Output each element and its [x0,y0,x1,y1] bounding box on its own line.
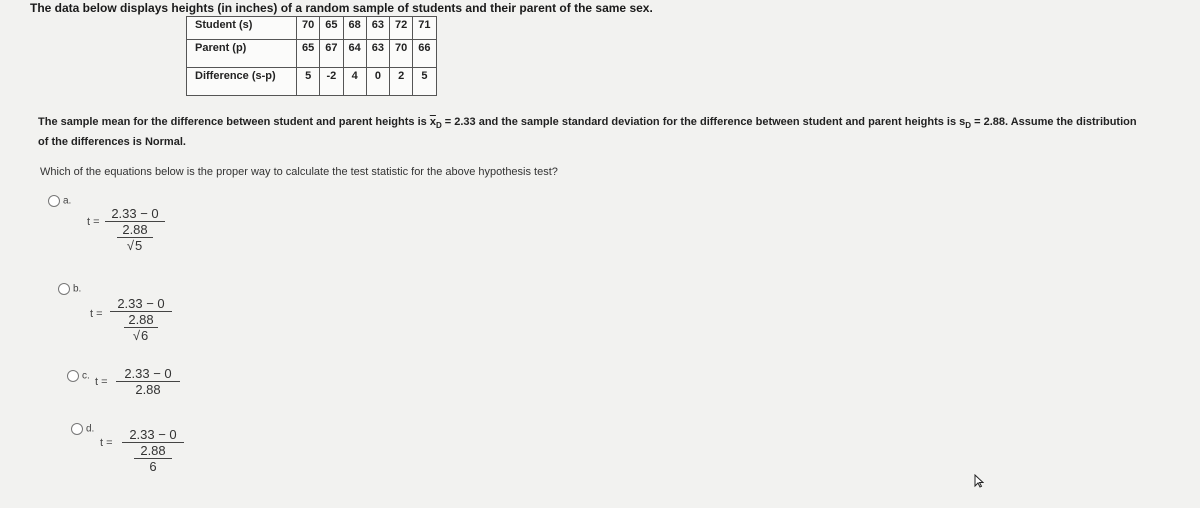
table-cell: 63 [366,17,389,40]
option-letter: c. [82,370,90,382]
numerator: 2.33 − 0 [111,206,159,221]
sqrt-term: √5 [117,237,153,253]
mouse-pointer-icon [974,474,984,493]
table-cell: 70 [297,17,320,40]
table-cell: 0 [366,68,389,96]
numerator: 2.33 − 0 [129,427,177,442]
denominator-divisor: 6 [134,458,172,474]
table-cell: 71 [413,17,436,40]
numerator: 2.33 − 0 [117,296,165,311]
table-cell: 67 [320,40,343,68]
table-cell: 65 [320,17,343,40]
table-cell: 70 [390,40,413,68]
option-a[interactable] [48,193,71,207]
question-text: Which of the equations below is the proper way to calculate the test statistic for the above hypothesis test? [40,166,558,178]
t-equals: t = [100,437,113,449]
denominator-value: 2.88 [140,443,166,458]
option-b[interactable] [58,281,81,295]
denominator [105,221,165,253]
mean-text-part3: = 2.88. Assume the distribution [971,116,1137,128]
xbar-symbol: x [429,116,436,128]
denominator-value: 2.88 [122,222,148,237]
denominator [122,442,184,474]
sqrt-radicand: 5 [134,238,143,253]
table-cell: 63 [366,40,389,68]
normal-assumption-text: of the differences is Normal. [38,136,186,148]
table-cell: 68 [343,17,366,40]
fraction-c [116,366,180,397]
table-cell: 65 [297,40,320,68]
table-row [187,40,437,68]
table-cell: 5 [413,68,436,96]
table-cell: 66 [413,40,436,68]
sqrt-radicand: 6 [140,328,149,343]
table-cell: 64 [343,40,366,68]
fraction-d [122,427,184,474]
table-cell: 72 [390,17,413,40]
fraction-b [110,296,172,343]
sqrt-term: √6 [124,327,158,343]
row-label: Parent (p) [187,40,297,68]
option-c[interactable] [67,368,90,382]
table-row [187,68,437,96]
option-letter: a. [63,195,72,207]
table-cell: 5 [297,68,320,96]
t-equals: t = [90,308,103,320]
data-table [186,16,437,96]
intro-text: The data below displays heights (in inches) of a random sample of students and their parent of the same sex. [30,1,653,15]
denominator: 2.88 [116,381,180,397]
t-equals: t = [95,376,108,388]
numerator: 2.33 − 0 [124,366,172,381]
row-label: Student (s) [187,17,297,40]
radio-button-c[interactable] [67,370,79,382]
option-d[interactable] [71,421,94,435]
table-cell: 4 [343,68,366,96]
denominator-value: 2.88 [128,312,154,327]
table-cell: 2 [390,68,413,96]
row-label: Difference (s-p) [187,68,297,96]
fraction-a [105,206,165,253]
subscript-d: D [965,121,972,131]
denominator [110,311,172,343]
table-row [187,17,437,40]
radio-button-a[interactable] [48,195,60,207]
subscript-d: D [435,121,442,131]
mean-text-part2: = 2.33 and the sample standard deviation for the difference between student and parent heights is s [441,116,966,128]
table-cell: -2 [320,68,343,96]
option-letter: d. [86,423,95,435]
option-letter: b. [73,283,82,295]
t-equals: t = [87,216,100,228]
radio-button-d[interactable] [71,423,83,435]
radio-button-b[interactable] [58,283,70,295]
mean-text-part1: The sample mean for the difference between student and parent heights is [38,116,430,128]
sample-mean-text [38,116,1137,130]
